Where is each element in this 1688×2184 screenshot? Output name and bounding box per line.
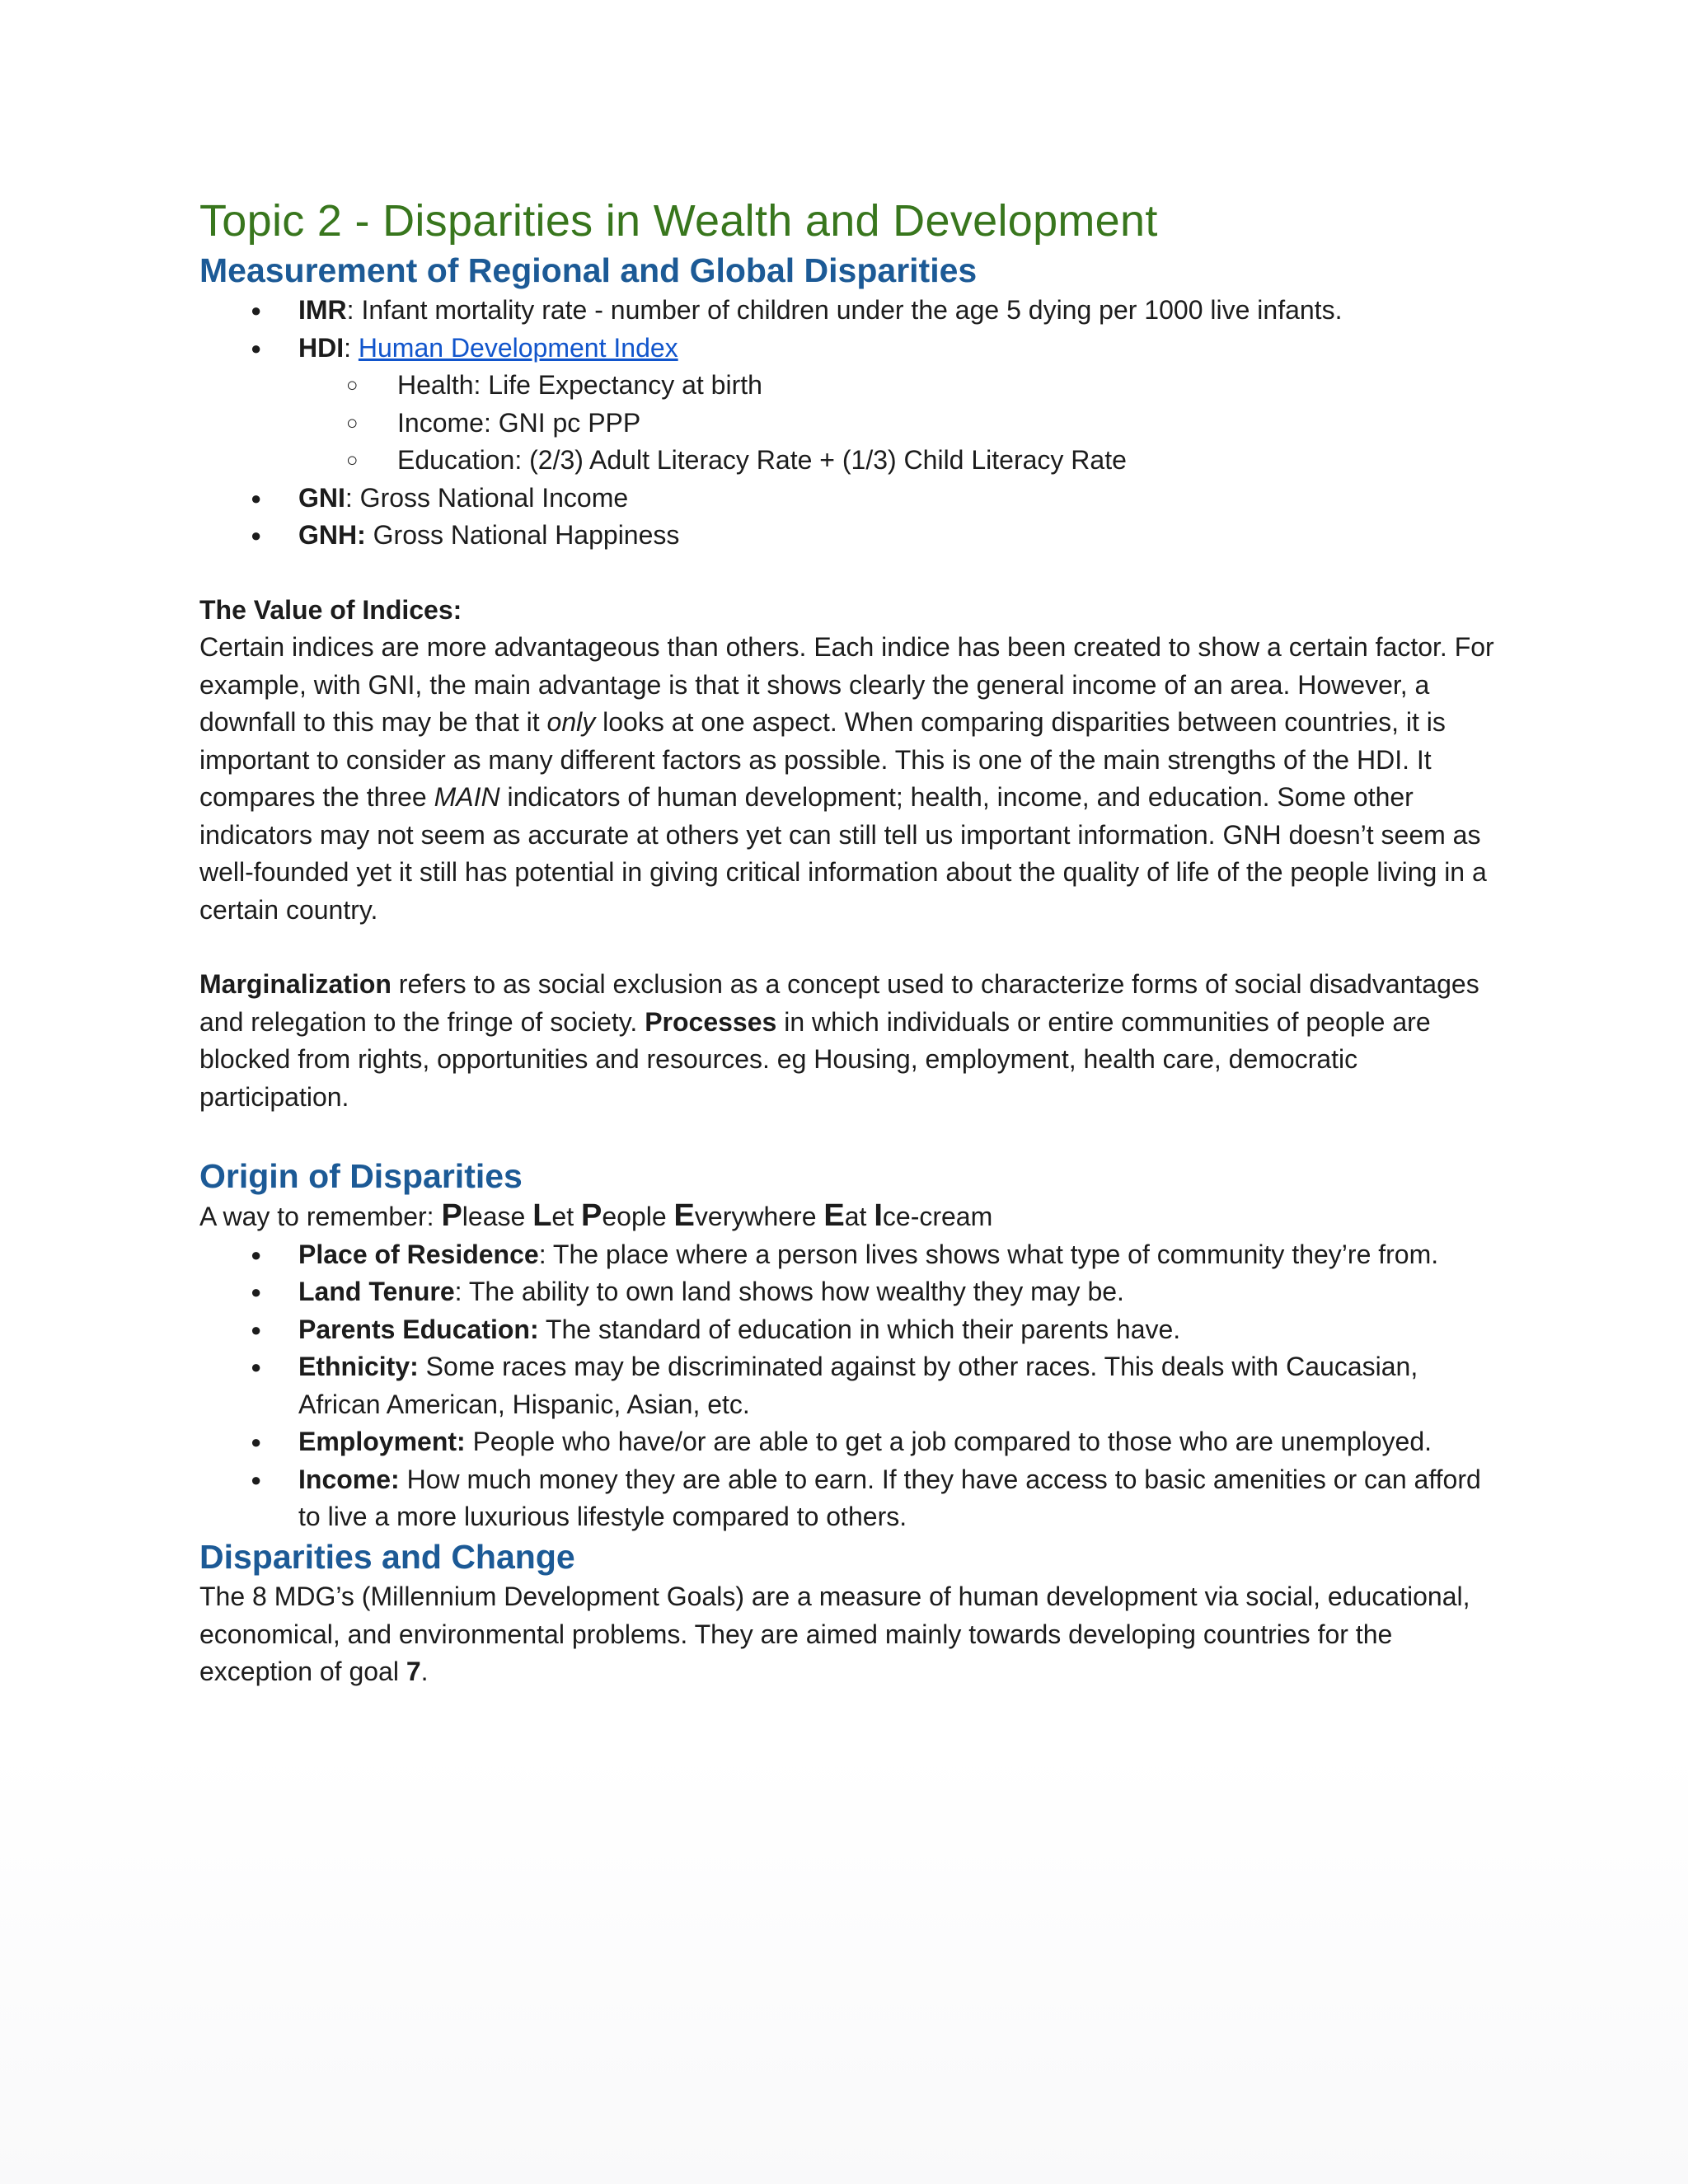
sub-item-income: ○ Income: GNI pc PPP (199, 405, 1502, 443)
list-item: ● Employment: People who have/or are able to get a job compared to those who are unemployed. (199, 1423, 1502, 1461)
sub-item-education: ○ Education: (2/3) Adult Literacy Rate + (1/3) Child Literacy Rate (199, 442, 1502, 480)
list-item-gni: ● GNI: Gross National Income (199, 480, 1502, 518)
hdi-sublist (298, 367, 1502, 480)
list-item-hdi: ● HDI: Human Development Index ○ Health: Life Expectancy at birth ○ Income: GNI pc PPP ○ Education: (2/3) Adult Literacy Rate + (1/3) Child Literacy Rate (199, 330, 1502, 480)
list-item-imr: ● IMR: Infant mortality rate - number of children under the age 5 dying per 1000 live infants. (199, 292, 1502, 330)
value-of-indices-heading: The Value of Indices: (199, 594, 462, 625)
list-item: ● Parents Education: The standard of education in which their parents have. (199, 1311, 1502, 1349)
mnemonic-line: A way to remember: Please Let People Everywhere Eat Ice-cream (199, 1198, 993, 1234)
section-heading-change: Disparities and Change (199, 1537, 575, 1576)
list-item-gnh: ● GNH: Gross National Happiness (199, 517, 1502, 555)
indicator-list (199, 292, 1502, 555)
section-heading-measurement: Measurement of Regional and Global Disparities (199, 251, 978, 289)
list-item: ● Land Tenure: The ability to own land shows how wealthy they may be. (199, 1273, 1502, 1311)
document-page (199, 194, 1502, 1691)
marginalization-paragraph: Marginalization refers to as social exclusion as a concept used to characterize forms of social disadvantages and relegation to the fringe of society. Processes in which individuals or entire communities of people are blocked from rights, opportunities and resources. eg Housing, employment, health care, democratic participation. (199, 969, 1479, 1112)
mdg-paragraph: The 8 MDG’s (Millennium Development Goals) are a measure of human development via social, educational, economical, and environmental problems. They are aimed mainly towards developing countries for the exception of goal 7. (199, 1582, 1470, 1687)
value-of-indices-paragraph: Certain indices are more advantageous than others. Each indice has been created to show a certain factor. For example, with GNI, the main advantage is that it shows clearly the general income of an area. However, a downfall to this may be that it only looks at one aspect. When comparing disparities between countries, it is important to consider as many different factors as possible. This is one of the main strengths of the HDI. It compares the three MAIN indicators of human development; health, income, and education. Some other indicators may not seem as accurate at others yet can still tell us important information. GNH doesn’t seem as well-founded yet it still has potential in giving critical information about the quality of life of the people living in a certain country. (199, 632, 1494, 925)
origin-factor-list (199, 1236, 1502, 1536)
section-heading-origin: Origin of Disparities (199, 1157, 523, 1196)
list-item: ● Ethnicity: Some races may be discriminated against by other races. This deals with Caucasian, African American, Hispanic, Asian, etc. (199, 1348, 1502, 1423)
hdi-link[interactable]: Human Development Index (358, 332, 678, 363)
list-item: ● Place of Residence: The place where a person lives shows what type of community they’re from. (199, 1236, 1502, 1274)
list-item: ● Income: How much money they are able to earn. If they have access to basic amenities or can afford to live a more luxurious lifestyle compared to others. (199, 1461, 1502, 1536)
document-title: Topic 2 - Disparities in Wealth and Development (199, 196, 1158, 246)
sub-item-health: ○ Health: Life Expectancy at birth (199, 367, 1502, 405)
